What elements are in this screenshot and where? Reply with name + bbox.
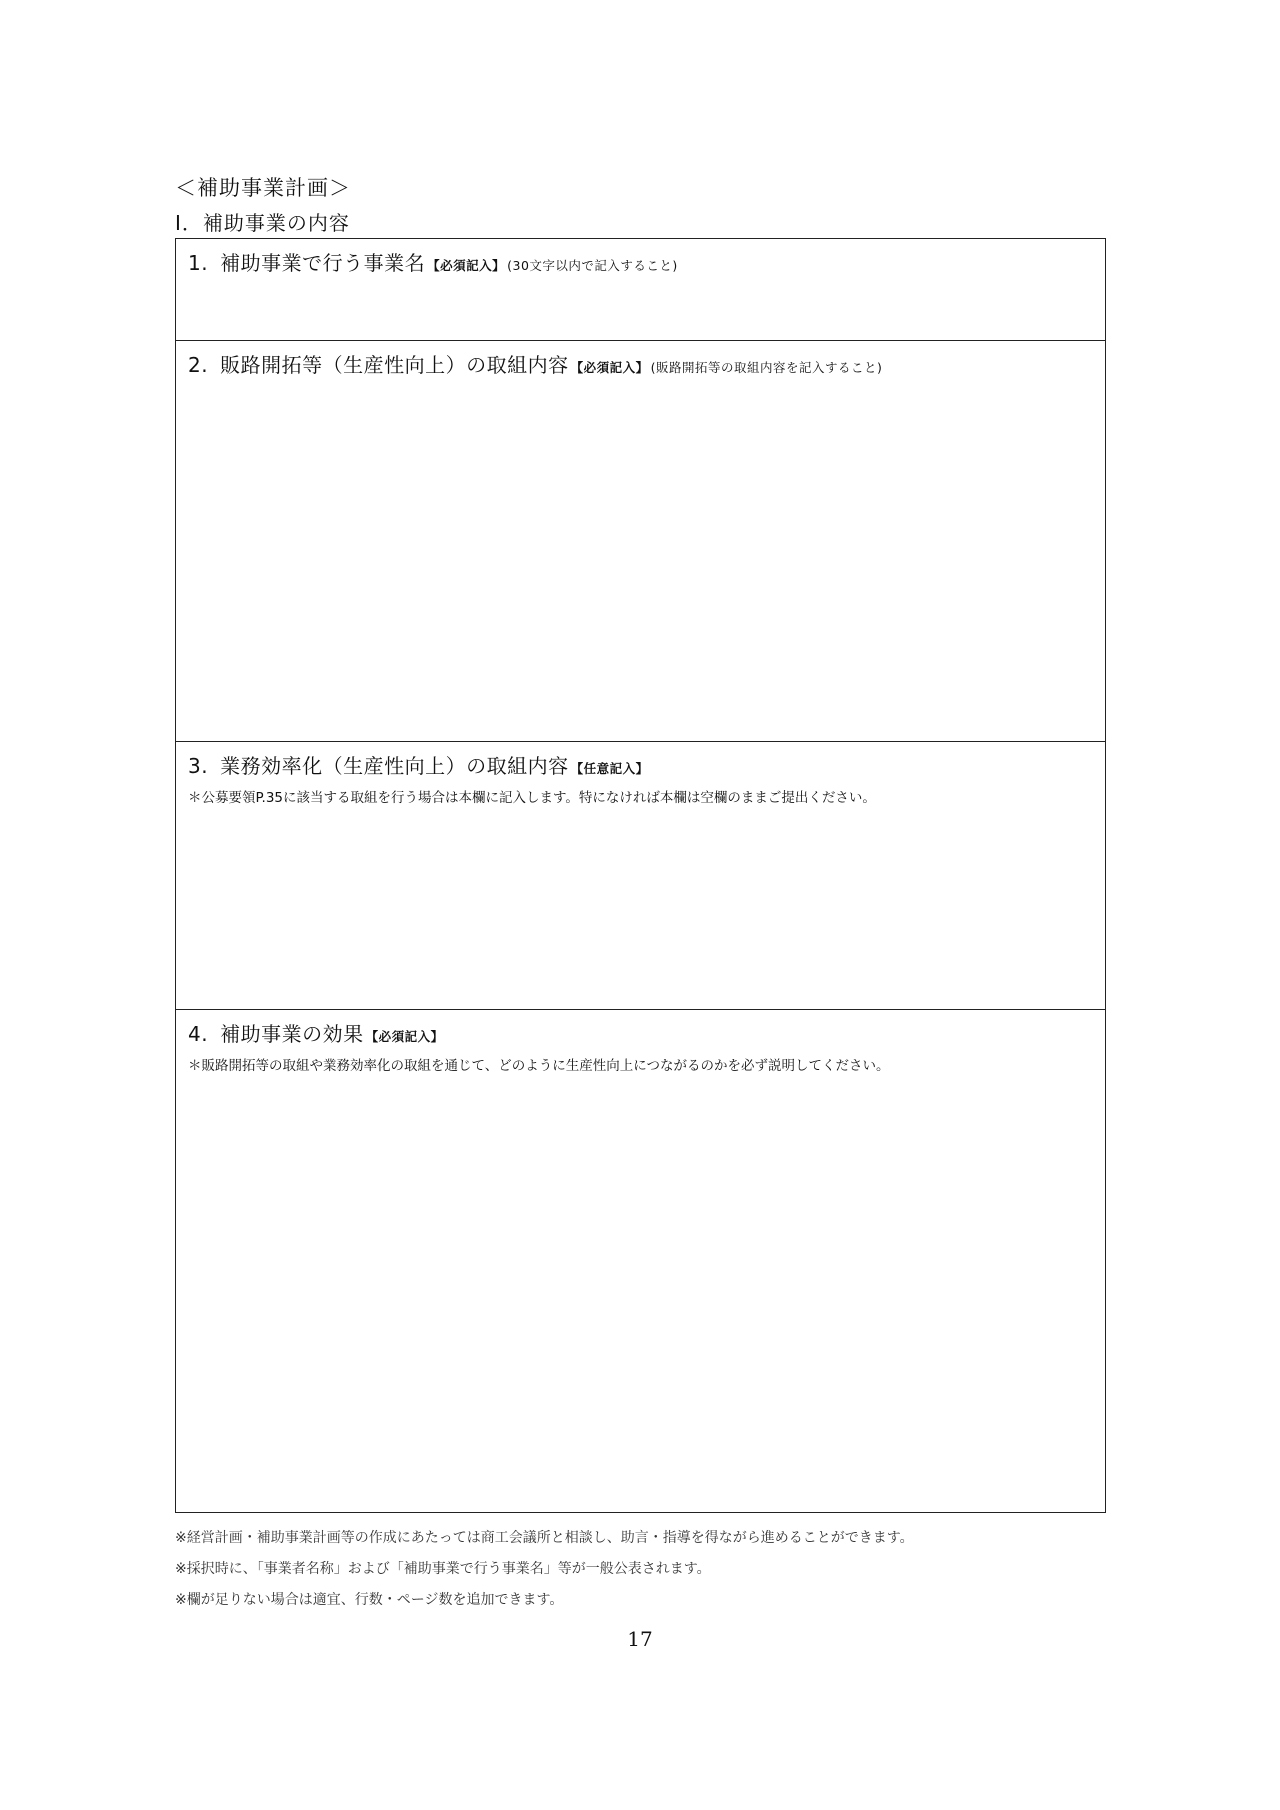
sales-initiatives-input-area[interactable] (184, 381, 1097, 733)
efficiency-initiatives-input-area[interactable] (184, 812, 1097, 1001)
box-heading (188, 349, 882, 378)
form-box-efficiency-initiatives (176, 742, 1105, 1010)
required-tag: 【必須記入】 (427, 258, 506, 273)
footnote: ※採択時に、「事業者名称」および「補助事業で行う事業名」等が一般公表されます。 (175, 1561, 711, 1577)
box-number: 1. (188, 251, 209, 275)
project-name-input-area[interactable] (184, 279, 1097, 332)
form-box-project-name (176, 239, 1105, 341)
box-title: 補助事業で行う事業名 (220, 251, 426, 275)
page-number: 17 (627, 1627, 653, 1651)
box-title: 販路開拓等（生産性向上）の取組内容 (220, 353, 569, 377)
form-box-sales-initiatives (176, 341, 1105, 742)
box-heading (188, 1018, 444, 1047)
inline-note: (販路開拓等の取組内容を記入すること) (650, 360, 883, 375)
footnote: ※経営計画・補助事業計画等の作成にあたっては商工会議所と相談し、助言・指導を得ながら進めることができます。 (175, 1530, 914, 1546)
section-title: Ⅰ．補助事業の内容 (175, 211, 350, 235)
box-number: 2. (188, 353, 209, 377)
box-title: 補助事業の効果 (220, 1022, 364, 1046)
box-title: 業務効率化（生産性向上）の取組内容 (220, 754, 569, 778)
document-title: ＜補助事業計画＞ (175, 176, 351, 200)
required-tag: 【必須記入】 (570, 360, 649, 375)
box-heading (188, 247, 678, 276)
form-box-project-effects (176, 1010, 1105, 1512)
project-effects-input-area[interactable] (184, 1080, 1097, 1504)
box-instruction-note: ＊販路開拓等の取組や業務効率化の取組を通じて、どのように生産性向上につながるのかを必ず説明してください。 (188, 1058, 890, 1074)
box-heading (188, 750, 649, 779)
required-tag: 【必須記入】 (365, 1029, 444, 1044)
form-table (175, 238, 1106, 1513)
footnote: ※欄が足りない場合は適宜、行数・ページ数を追加できます。 (175, 1592, 564, 1608)
box-instruction-note: ＊公募要領P.35に該当する取組を行う場合は本欄に記入します。特になければ本欄は空欄のままご提出ください。 (188, 790, 876, 806)
box-number: 4. (188, 1022, 209, 1046)
inline-note: (30文字以内で記入すること) (507, 258, 678, 273)
box-number: 3. (188, 754, 209, 778)
footnotes (175, 1523, 914, 1616)
optional-tag: 【任意記入】 (570, 761, 649, 776)
